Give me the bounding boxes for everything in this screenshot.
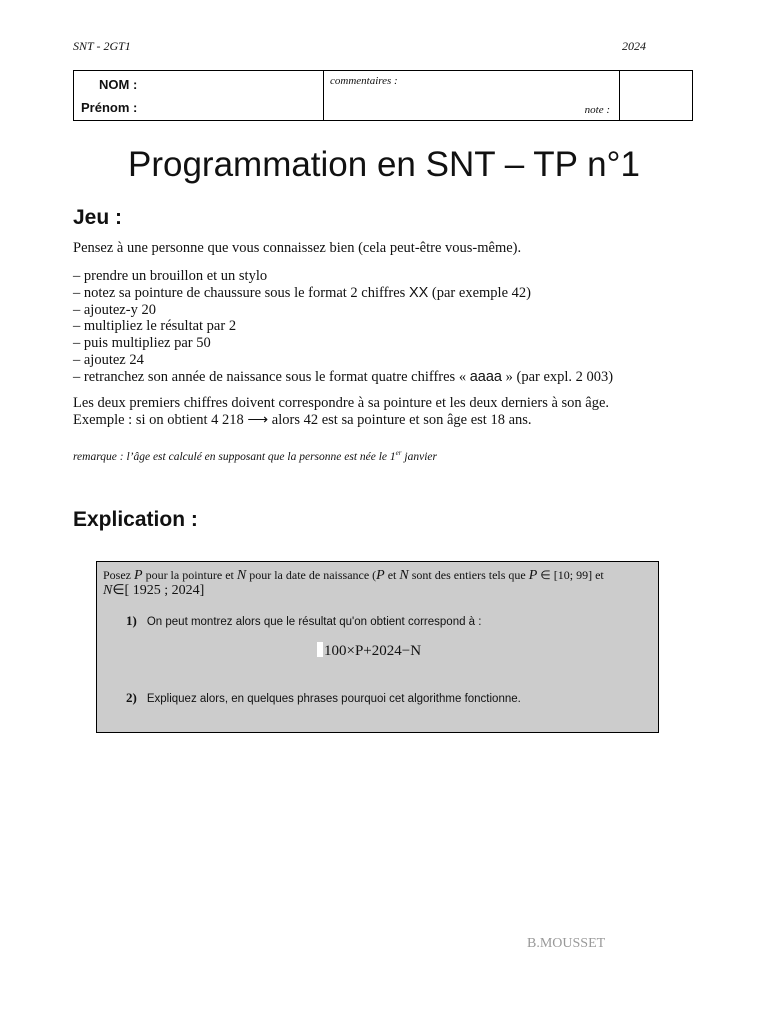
step-1: – prendre un brouillon et un stylo [73,268,268,284]
author-signature: B.MOUSSET [527,936,606,951]
step-5: – puis multipliez par 50 [73,335,211,352]
comments-label: commentaires : [330,75,398,87]
jeu-remark: remarque : l’âge est calculé en supposant que la personne est née le 1er janvier [73,449,437,463]
grade-cell [620,71,692,120]
nom-label: NOM : [99,77,138,92]
header-year: 2024 [622,39,646,53]
section-heading-explication: Explication : [73,508,198,531]
result-formula: 100×P+2024−N [317,642,421,660]
text-cursor [317,642,323,657]
exercise-box [96,561,659,733]
jeu-explanation: Les deux premiers chiffres doivent correspondre à sa pointure et les deux derniers à son âge. Exemple : si on obtient 4 218 ⟶ alors 42 est sa pointure et son âge est 18 ans. [73,395,610,428]
page-title: Programmation en SNT – TP n°1 [127,145,641,184]
exercise-intro: Posez P pour la pointure et N pour la date de naissance (P et N sont des entiers tels que P ∈ [10; 99] et N∈[ 1925 ; 2024] [103,568,604,598]
prenom-label: Prénom : [81,100,138,115]
question-1: 1) On peut montrez alors que le résultat qu'on obtient correspond à : [126,613,482,628]
jeu-intro: Pensez à une personne que vous connaissez bien (cela peut-être vous-même). [73,240,522,256]
section-heading-jeu: Jeu : [73,206,123,229]
question-2: 2) Expliquez alors, en quelques phrases pourquoi cet algorithme fonctionne. [126,690,521,705]
step-3: – ajoutez-y 20 [73,301,156,318]
step-4: – multipliez le résultat par 2 [73,318,237,335]
note-label: note : [584,104,610,116]
step-6: – ajoutez 24 [73,351,144,368]
step-2: – notez sa pointure de chaussure sous le format 2 chiffres XX (par exemple 42) [73,284,531,301]
name-cell [74,71,324,120]
identity-box [73,70,693,121]
steps-list [73,268,613,386]
header-class: SNT - 2GT1 [73,39,131,53]
step-7: – retranchez son année de naissance sous le format quatre chiffres « aaaa » (par expl. 2 003) [73,368,614,385]
comments-cell [324,71,620,120]
